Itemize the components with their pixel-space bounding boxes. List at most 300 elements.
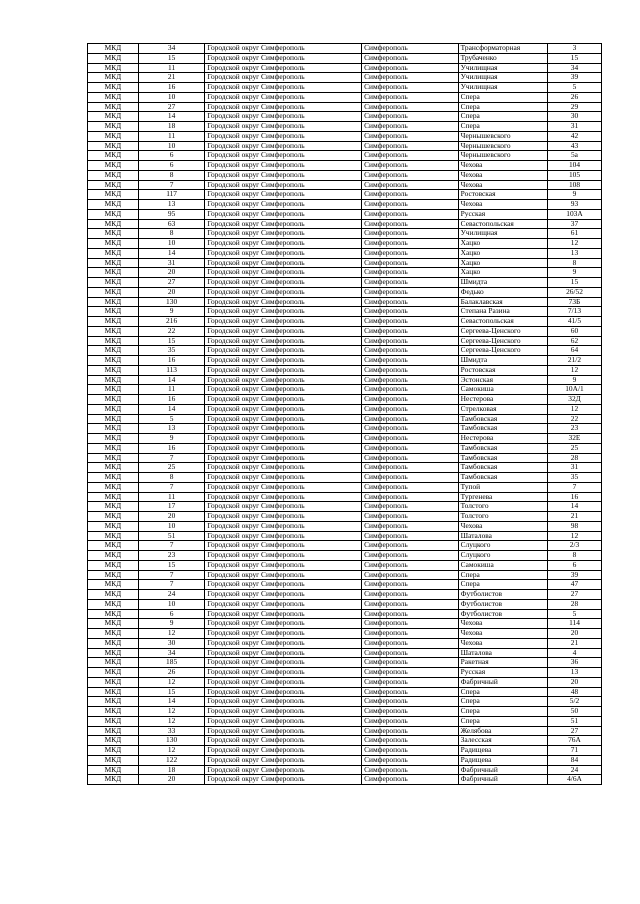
table-cell: 20 — [138, 512, 204, 522]
table-cell: МКД — [88, 219, 139, 229]
table-cell: Севастопольская — [458, 219, 547, 229]
table-cell: Спера — [458, 92, 547, 102]
table-row — [88, 521, 602, 531]
table-cell: 7 — [138, 580, 204, 590]
table-cell: МКД — [88, 404, 139, 414]
table-cell: Симферополь — [362, 414, 459, 424]
table-cell: 13 — [138, 200, 204, 210]
table-cell: МКД — [88, 668, 139, 678]
table-cell: 9 — [547, 375, 601, 385]
table-row — [88, 53, 602, 63]
table-cell: Симферополь — [362, 775, 459, 785]
table-cell: 21 — [138, 73, 204, 83]
table-row — [88, 346, 602, 356]
table-cell: Чернышевского — [458, 151, 547, 161]
table-cell: 8 — [547, 551, 601, 561]
table-cell: Симферополь — [362, 200, 459, 210]
table-cell: 26 — [547, 92, 601, 102]
table-row — [88, 385, 602, 395]
table-cell: МКД — [88, 463, 139, 473]
table-cell: Залесская — [458, 736, 547, 746]
table-cell: Симферополь — [362, 73, 459, 83]
table-cell: МКД — [88, 482, 139, 492]
table-cell: 7 — [138, 453, 204, 463]
table-cell: Симферополь — [362, 677, 459, 687]
table-cell: 20 — [138, 287, 204, 297]
table-row — [88, 609, 602, 619]
table-cell: МКД — [88, 521, 139, 531]
table-cell: 7 — [138, 570, 204, 580]
table-cell: Городской округ Симферополь — [205, 297, 362, 307]
table-cell: Стрелковая — [458, 404, 547, 414]
table-cell: Симферополь — [362, 716, 459, 726]
table-cell: Симферополь — [362, 317, 459, 327]
table-cell: 10А/1 — [547, 385, 601, 395]
table-row — [88, 307, 602, 317]
table-row — [88, 258, 602, 268]
table-cell: Городской округ Симферополь — [205, 200, 362, 210]
table-cell: Симферополь — [362, 629, 459, 639]
table-cell: Чехова — [458, 638, 547, 648]
table-cell: МКД — [88, 453, 139, 463]
table-cell: 32Е — [547, 434, 601, 444]
table-cell: МКД — [88, 531, 139, 541]
table-cell: Городской округ Симферополь — [205, 648, 362, 658]
table-row — [88, 219, 602, 229]
table-cell: 64 — [547, 346, 601, 356]
table-cell: Толстого — [458, 502, 547, 512]
table-cell: МКД — [88, 492, 139, 502]
table-cell: Симферополь — [362, 112, 459, 122]
table-cell: 7/13 — [547, 307, 601, 317]
table-cell: 11 — [138, 63, 204, 73]
table-cell: Городской округ Симферополь — [205, 248, 362, 258]
table-cell: Симферополь — [362, 570, 459, 580]
table-cell: 24 — [547, 765, 601, 775]
table-cell: Городской округ Симферополь — [205, 570, 362, 580]
table-cell: Симферополь — [362, 326, 459, 336]
table-cell: 23 — [547, 424, 601, 434]
table-cell: 18 — [138, 122, 204, 132]
table-cell: 18 — [138, 765, 204, 775]
table-row — [88, 463, 602, 473]
table-cell: 17 — [138, 502, 204, 512]
table-cell: Радищева — [458, 746, 547, 756]
table-cell: МКД — [88, 726, 139, 736]
table-cell: 13 — [547, 668, 601, 678]
table-cell: 8 — [138, 229, 204, 239]
table-row — [88, 512, 602, 522]
table-cell: 7 — [138, 541, 204, 551]
table-cell: 10 — [138, 141, 204, 151]
table-cell: Ракетная — [458, 658, 547, 668]
table-cell: 5/2 — [547, 697, 601, 707]
table-row — [88, 365, 602, 375]
table-row — [88, 297, 602, 307]
table-cell: МКД — [88, 443, 139, 453]
table-cell: Симферополь — [362, 180, 459, 190]
table-cell: Симферополь — [362, 599, 459, 609]
table-cell: МКД — [88, 287, 139, 297]
table-cell: Симферополь — [362, 765, 459, 775]
table-cell: 21 — [547, 638, 601, 648]
table-cell: Симферополь — [362, 638, 459, 648]
table-cell: Городской округ Симферополь — [205, 317, 362, 327]
table-cell: Училищная — [458, 229, 547, 239]
table-row — [88, 755, 602, 765]
table-cell: Симферополь — [362, 258, 459, 268]
table-cell: 30 — [138, 638, 204, 648]
table-cell: 12 — [138, 707, 204, 717]
table-cell: Радищева — [458, 755, 547, 765]
table-cell: Шмидта — [458, 278, 547, 288]
table-row — [88, 590, 602, 600]
table-cell: 7 — [138, 180, 204, 190]
table-cell: 16 — [138, 83, 204, 93]
table-cell: Городской округ Симферополь — [205, 531, 362, 541]
table-cell: Шаталова — [458, 648, 547, 658]
table-cell: 84 — [547, 755, 601, 765]
table-cell: Городской округ Симферополь — [205, 151, 362, 161]
table-row — [88, 141, 602, 151]
table-cell: 42 — [547, 131, 601, 141]
table-cell: Тамбовская — [458, 414, 547, 424]
table-cell: 122 — [138, 755, 204, 765]
table-cell: Федько — [458, 287, 547, 297]
table-cell: 10 — [138, 599, 204, 609]
table-cell: МКД — [88, 229, 139, 239]
table-cell: Городской округ Симферополь — [205, 443, 362, 453]
table-cell: Симферополь — [362, 658, 459, 668]
table-row — [88, 443, 602, 453]
table-cell: МКД — [88, 551, 139, 561]
table-cell: 105 — [547, 170, 601, 180]
table-cell: МКД — [88, 716, 139, 726]
table-cell: 25 — [138, 463, 204, 473]
table-cell: Городской округ Симферополь — [205, 102, 362, 112]
table-row — [88, 92, 602, 102]
table-cell: Городской округ Симферополь — [205, 736, 362, 746]
table-cell: Трансформаторная — [458, 44, 547, 54]
table-cell: 11 — [138, 385, 204, 395]
table-cell: 22 — [138, 326, 204, 336]
table-cell: МКД — [88, 609, 139, 619]
table-cell: 36 — [547, 658, 601, 668]
table-cell: МКД — [88, 629, 139, 639]
table-cell: Городской округ Симферополь — [205, 83, 362, 93]
table-cell: МКД — [88, 473, 139, 483]
table-cell: 76А — [547, 736, 601, 746]
table-cell: Городской округ Симферополь — [205, 44, 362, 54]
table-cell: Спера — [458, 122, 547, 132]
table-cell: Городской округ Симферополь — [205, 716, 362, 726]
table-cell: МКД — [88, 326, 139, 336]
table-cell: 16 — [138, 395, 204, 405]
table-cell: Слуцкого — [458, 541, 547, 551]
table-cell: Симферополь — [362, 755, 459, 765]
table-cell: Симферополь — [362, 297, 459, 307]
table-cell: 5 — [547, 83, 601, 93]
table-cell: 14 — [138, 404, 204, 414]
table-row — [88, 502, 602, 512]
table-cell: 11 — [138, 131, 204, 141]
table-cell: Хацко — [458, 248, 547, 258]
table-row — [88, 190, 602, 200]
table-row — [88, 560, 602, 570]
table-row — [88, 317, 602, 327]
table-cell: 103А — [547, 209, 601, 219]
table-cell: 12 — [547, 404, 601, 414]
table-row — [88, 170, 602, 180]
housing-table — [87, 43, 602, 785]
table-cell: 104 — [547, 161, 601, 171]
table-cell: 31 — [547, 122, 601, 132]
table-cell: Фабричный — [458, 677, 547, 687]
table-cell: Симферополь — [362, 609, 459, 619]
table-cell: 31 — [547, 463, 601, 473]
table-cell: МКД — [88, 746, 139, 756]
table-cell: 37 — [547, 219, 601, 229]
table-cell: Симферополь — [362, 209, 459, 219]
table-cell: 33 — [138, 726, 204, 736]
table-cell: Симферополь — [362, 560, 459, 570]
table-cell: 130 — [138, 297, 204, 307]
table-cell: МКД — [88, 131, 139, 141]
table-cell: Симферополь — [362, 83, 459, 93]
table-cell: МКД — [88, 278, 139, 288]
table-row — [88, 619, 602, 629]
table-cell: МКД — [88, 541, 139, 551]
table-cell: МКД — [88, 765, 139, 775]
table-cell: Симферополь — [362, 336, 459, 346]
table-cell: Фабричный — [458, 765, 547, 775]
table-row — [88, 453, 602, 463]
table-cell: Симферополь — [362, 278, 459, 288]
table-cell: 114 — [547, 619, 601, 629]
table-cell: 8 — [547, 258, 601, 268]
table-cell: Симферополь — [362, 590, 459, 600]
table-row — [88, 44, 602, 54]
table-cell: Тамбовская — [458, 473, 547, 483]
table-cell: 6 — [138, 161, 204, 171]
table-cell: Симферополь — [362, 248, 459, 258]
table-cell: 24 — [138, 590, 204, 600]
table-cell: 20 — [547, 629, 601, 639]
table-cell: Симферополь — [362, 687, 459, 697]
table-cell: МКД — [88, 297, 139, 307]
table-cell: 5 — [138, 414, 204, 424]
table-cell: 7 — [547, 482, 601, 492]
table-cell: Футболистов — [458, 590, 547, 600]
table-cell: МКД — [88, 170, 139, 180]
table-cell: 43 — [547, 141, 601, 151]
table-cell: Городской округ Симферополь — [205, 287, 362, 297]
table-cell: Симферополь — [362, 541, 459, 551]
table-row — [88, 151, 602, 161]
table-cell: Симферополь — [362, 229, 459, 239]
table-cell: 12 — [138, 677, 204, 687]
table-cell: Городской округ Симферополь — [205, 775, 362, 785]
table-cell: 27 — [138, 278, 204, 288]
table-cell: Городской округ Симферополь — [205, 697, 362, 707]
table-cell: МКД — [88, 677, 139, 687]
table-cell: Симферополь — [362, 453, 459, 463]
table-cell: МКД — [88, 414, 139, 424]
table-cell: 25 — [547, 443, 601, 453]
table-cell: Симферополь — [362, 131, 459, 141]
table-cell: Симферополь — [362, 122, 459, 132]
table-cell: Городской округ Симферополь — [205, 473, 362, 483]
table-cell: Слуцкого — [458, 551, 547, 561]
table-cell: 15 — [138, 560, 204, 570]
table-cell: 14 — [138, 697, 204, 707]
table-cell: МКД — [88, 434, 139, 444]
table-cell: Русская — [458, 668, 547, 678]
table-cell: МКД — [88, 180, 139, 190]
table-cell: Городской округ Симферополь — [205, 73, 362, 83]
table-cell: Городской округ Симферополь — [205, 307, 362, 317]
table-cell: 21/2 — [547, 356, 601, 366]
table-cell: МКД — [88, 346, 139, 356]
table-cell: Симферополь — [362, 424, 459, 434]
table-cell: Нестерова — [458, 395, 547, 405]
table-cell: Городской округ Симферополь — [205, 170, 362, 180]
table-row — [88, 209, 602, 219]
table-row — [88, 122, 602, 132]
table-cell: МКД — [88, 141, 139, 151]
table-cell: Хацко — [458, 258, 547, 268]
table-row — [88, 775, 602, 785]
table-cell: Городской округ Симферополь — [205, 521, 362, 531]
table-cell: Городской округ Симферополь — [205, 63, 362, 73]
table-cell: МКД — [88, 560, 139, 570]
table-cell: Чернышевского — [458, 131, 547, 141]
table-cell: Городской округ Симферополь — [205, 375, 362, 385]
table-cell: 9 — [138, 307, 204, 317]
table-cell: Городской округ Симферополь — [205, 434, 362, 444]
table-cell: Шаталова — [458, 531, 547, 541]
table-cell: Тамбовская — [458, 453, 547, 463]
table-cell: 28 — [547, 453, 601, 463]
table-cell: Училищная — [458, 83, 547, 93]
table-cell: Городской округ Симферополь — [205, 609, 362, 619]
table-row — [88, 404, 602, 414]
table-cell: Городской округ Симферополь — [205, 326, 362, 336]
table-cell: Симферополь — [362, 521, 459, 531]
table-cell: 71 — [547, 746, 601, 756]
table-cell: Тамбовская — [458, 424, 547, 434]
table-cell: МКД — [88, 53, 139, 63]
table-row — [88, 180, 602, 190]
table-cell: Футболистов — [458, 609, 547, 619]
table-cell: МКД — [88, 151, 139, 161]
table-cell: Городской округ Симферополь — [205, 190, 362, 200]
table-row — [88, 687, 602, 697]
table-cell: МКД — [88, 209, 139, 219]
table-cell: Городской округ Симферополь — [205, 638, 362, 648]
table-cell: Симферополь — [362, 668, 459, 678]
table-cell: Городской округ Симферополь — [205, 414, 362, 424]
table-cell: МКД — [88, 395, 139, 405]
table-cell: Эстонская — [458, 375, 547, 385]
table-cell: МКД — [88, 73, 139, 83]
table-cell: 9 — [547, 268, 601, 278]
table-row — [88, 697, 602, 707]
table-cell: МКД — [88, 258, 139, 268]
table-cell: Спера — [458, 580, 547, 590]
table-cell: Нестерова — [458, 434, 547, 444]
table-cell: Симферополь — [362, 512, 459, 522]
table-cell: Симферополь — [362, 531, 459, 541]
table-cell: Городской округ Симферополь — [205, 560, 362, 570]
table-cell: 13 — [547, 248, 601, 258]
table-row — [88, 551, 602, 561]
table-cell: Симферополь — [362, 63, 459, 73]
table-cell: 34 — [138, 648, 204, 658]
table-cell: Городской округ Симферополь — [205, 755, 362, 765]
table-cell: Симферополь — [362, 365, 459, 375]
table-row — [88, 746, 602, 756]
table-cell: 48 — [547, 687, 601, 697]
table-cell: 95 — [138, 209, 204, 219]
table-cell: Училищная — [458, 73, 547, 83]
table-cell: МКД — [88, 365, 139, 375]
table-row — [88, 375, 602, 385]
table-row — [88, 580, 602, 590]
table-cell: Городской округ Симферополь — [205, 268, 362, 278]
table-row — [88, 73, 602, 83]
table-cell: 26/52 — [547, 287, 601, 297]
table-row — [88, 434, 602, 444]
table-cell: 23 — [138, 551, 204, 561]
table-row — [88, 707, 602, 717]
table-cell: МКД — [88, 599, 139, 609]
table-cell: Симферополь — [362, 375, 459, 385]
table-cell: Симферополь — [362, 190, 459, 200]
table-cell: МКД — [88, 570, 139, 580]
table-cell: 32Д — [547, 395, 601, 405]
table-cell: 62 — [547, 336, 601, 346]
table-row — [88, 278, 602, 288]
table-cell: Городской округ Симферополь — [205, 92, 362, 102]
table-cell: 12 — [138, 716, 204, 726]
table-cell: Самокиша — [458, 385, 547, 395]
table-cell: Симферополь — [362, 443, 459, 453]
table-row — [88, 482, 602, 492]
table-cell: 11 — [138, 492, 204, 502]
table-cell: Симферополь — [362, 385, 459, 395]
table-row — [88, 229, 602, 239]
table-cell: Городской округ Симферополь — [205, 453, 362, 463]
table-cell: Чехова — [458, 200, 547, 210]
table-row — [88, 570, 602, 580]
table-body — [88, 44, 602, 785]
table-cell: 51 — [547, 716, 601, 726]
table-cell: Городской округ Симферополь — [205, 239, 362, 249]
table-cell: 216 — [138, 317, 204, 327]
table-cell: Симферополь — [362, 307, 459, 317]
table-cell: МКД — [88, 200, 139, 210]
table-cell: МКД — [88, 687, 139, 697]
table-cell: 4 — [547, 648, 601, 658]
table-cell: Симферополь — [362, 746, 459, 756]
table-cell: 60 — [547, 326, 601, 336]
table-cell: 51 — [138, 531, 204, 541]
table-cell: Спера — [458, 697, 547, 707]
table-cell: Чехова — [458, 521, 547, 531]
table-cell: 39 — [547, 73, 601, 83]
table-cell: 41/5 — [547, 317, 601, 327]
